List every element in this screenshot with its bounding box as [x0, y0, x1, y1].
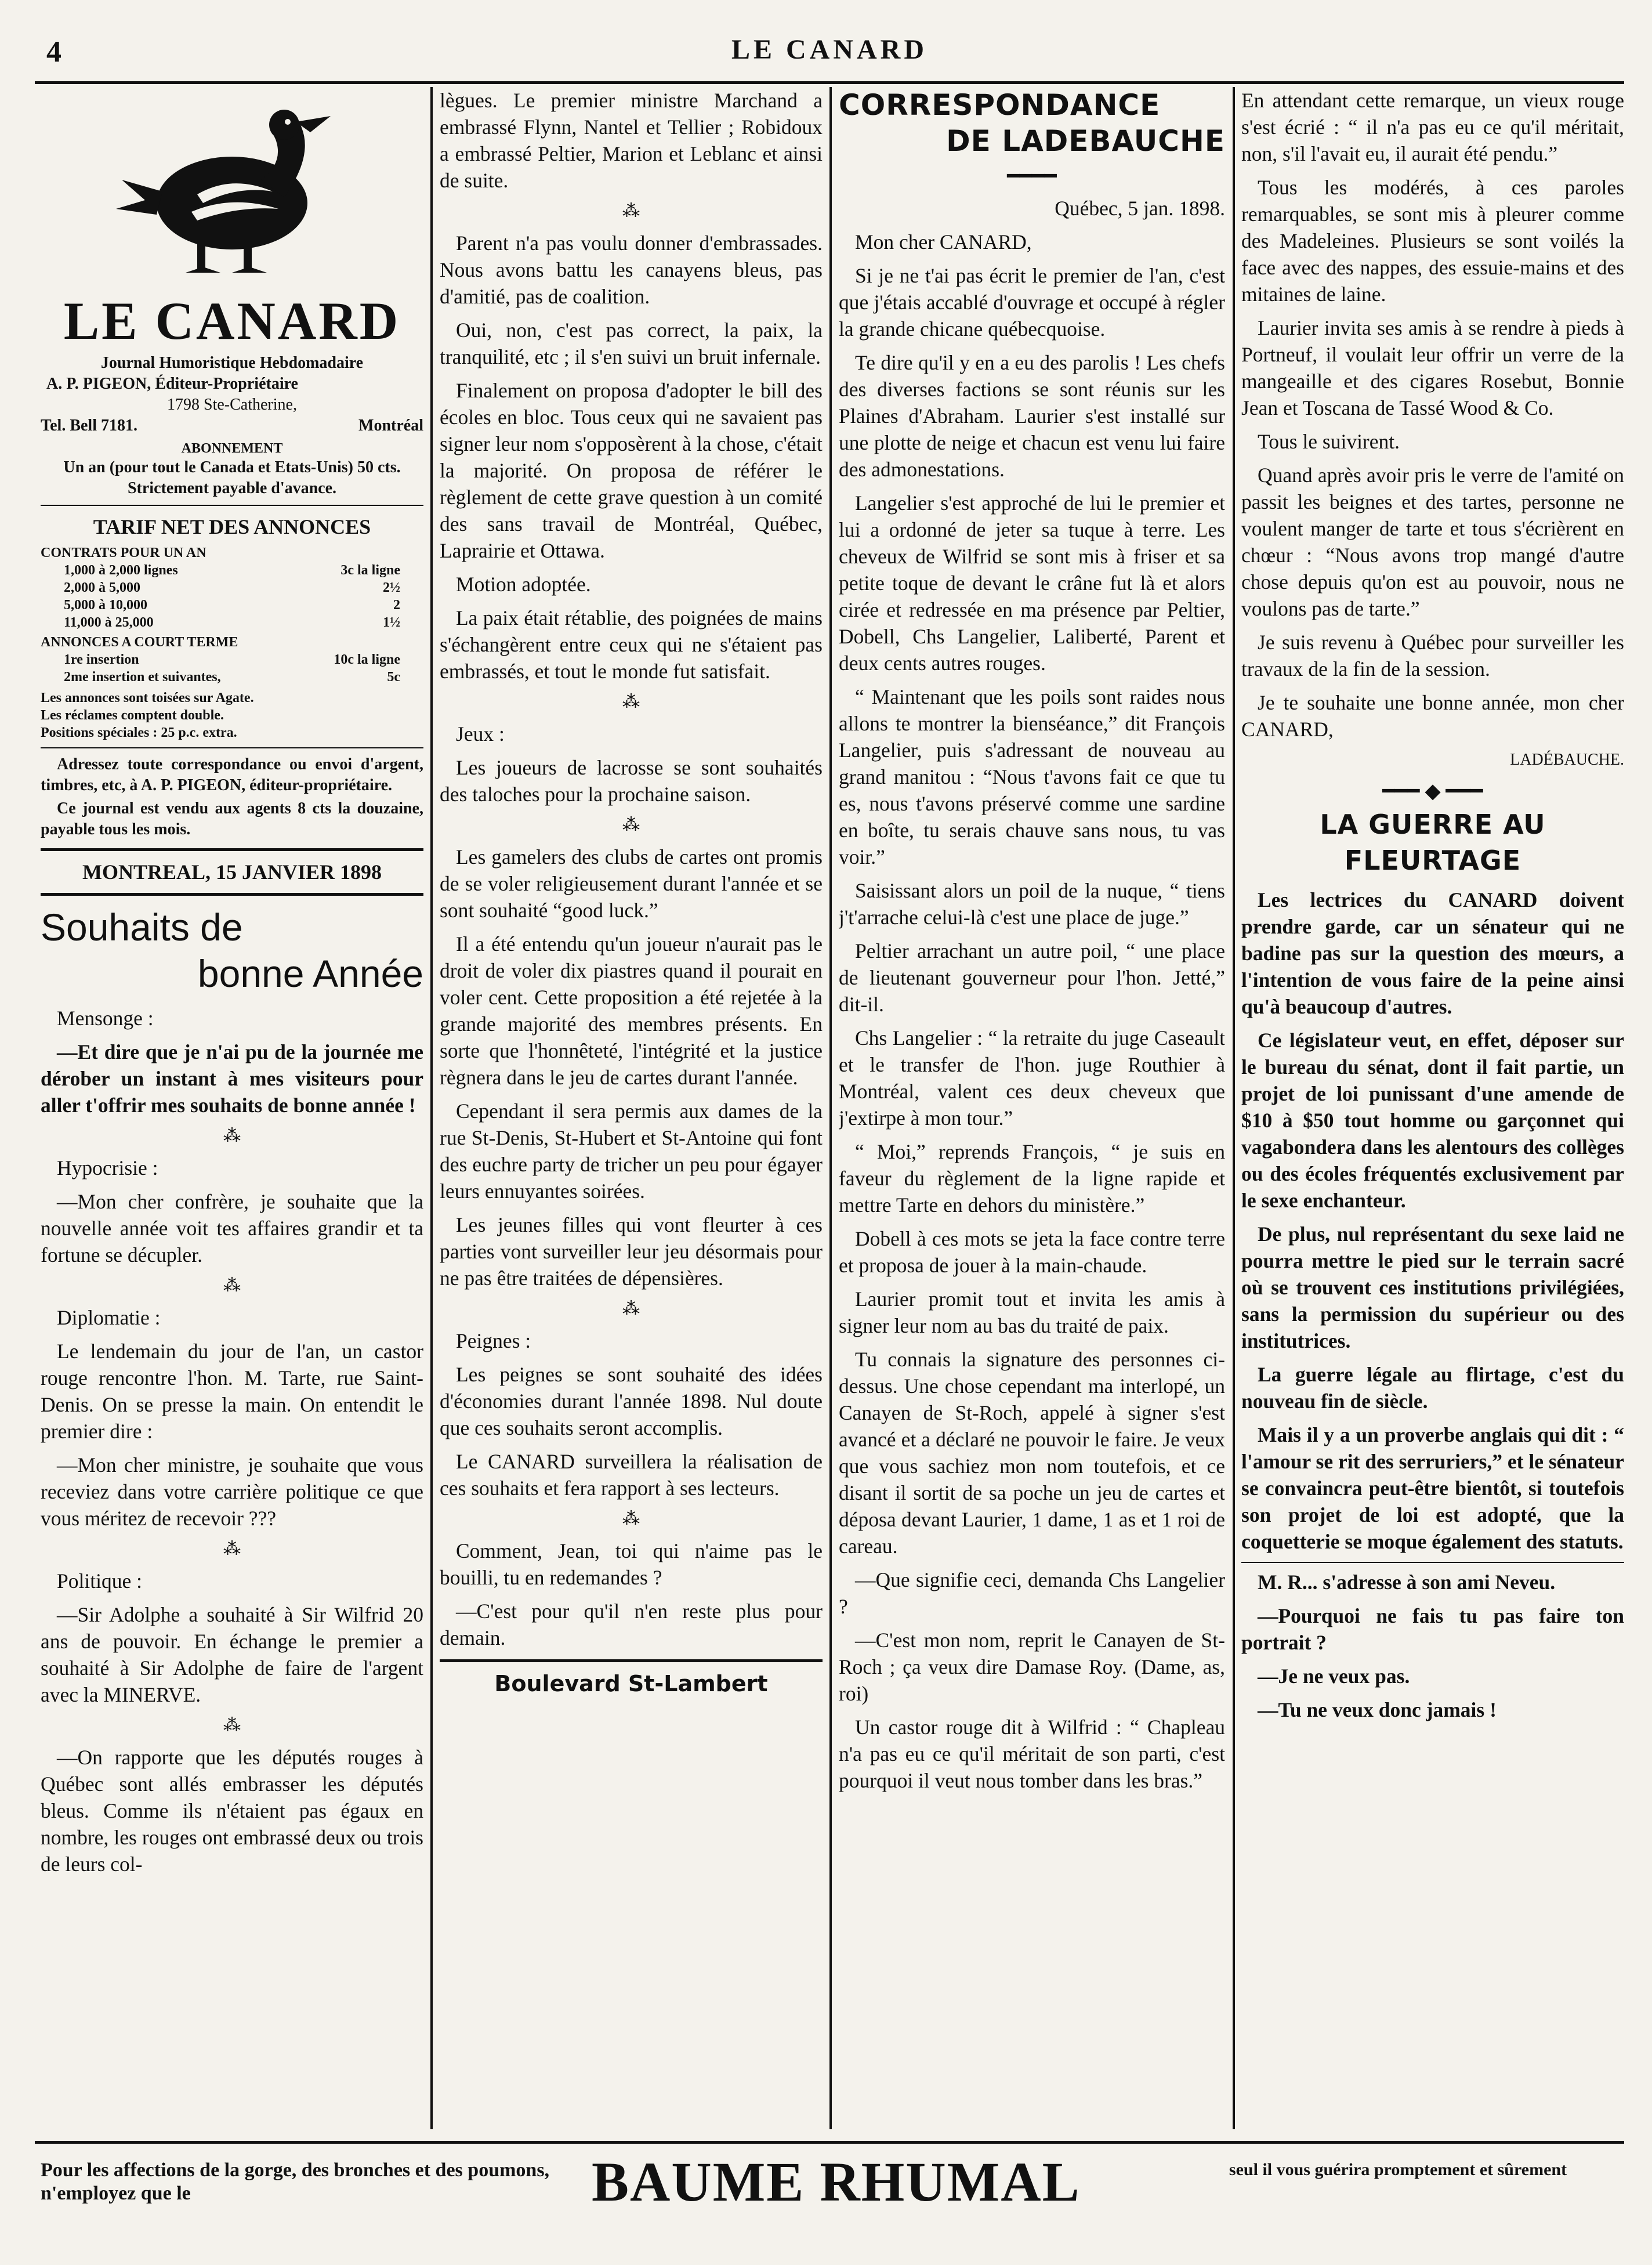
paragraph: Les gamelers des clubs de cartes ont promis de se voler religieusement durant l'année et se sont souhaité “good luck.”	[440, 845, 823, 922]
signature: LADÉBAUCHE.	[1510, 751, 1624, 769]
paragraph: Quand après avoir pris le verre de l'amité on passit les beignes et des tartes, personne ne voulent manger de tarte et tous s'écrièrent en chœur : “Nous avons trop mangé d'autre chose depuis qu'on est au pouvoir, nous ne voulons pas de tarte.”	[1241, 464, 1624, 620]
rate-price: 10c la ligne	[334, 652, 400, 667]
paragraph: La paix était rétablie, des poignées de mains s'échangèrent entre ceux qui ne s'étaient pas embrassés, et tout le monde fut satisfait.	[440, 606, 823, 683]
letter-greeting: Mon cher CANARD,	[855, 230, 1032, 254]
divider	[41, 893, 423, 896]
paragraph: Dobell à ces mots se jeta la face contre terre et proposa de jouer à la main-chaude.	[839, 1227, 1225, 1277]
rate-range: 1re insertion	[64, 652, 139, 667]
city: Montréal	[358, 417, 423, 435]
asterism: ⁂	[622, 1299, 640, 1318]
asterism: ⁂	[223, 1539, 241, 1558]
mensonge-text: —Et dire que je n'ai pu de la journée me dérober un instant à mes visiteurs pour aller t'offrir mes souhaits de bonne année !	[41, 1040, 423, 1117]
paragraph: Si je ne t'ai pas écrit le premier de l'an, c'est que j'étais accablé d'ouvrage et occupé à régler la grande chicane québecquoise.	[839, 264, 1225, 341]
column-rule	[430, 87, 433, 2129]
rate-range: 5,000 à 10,000	[64, 598, 147, 613]
paragraph: Laurier invita ses amis à se rendre à pieds à Portneuf, il voulait leur offrir un verre de la mangeaille et des cigares Rosebut, Bonnie Jean et Toscana de Tassé Wood & Co.	[1241, 316, 1624, 419]
abonnement-text: Un an (pour tout le Canada et Etats-Unis) 50 cts. Strictement payable d'avance.	[63, 458, 401, 497]
ad-note: Les annonces sont toisées sur Agate.	[41, 690, 254, 705]
paragraph: —Pourquoi ne fais tu pas faire ton portrait ?	[1241, 1604, 1624, 1654]
rate-price: 3c la ligne	[340, 563, 400, 578]
divider	[41, 505, 423, 506]
phone: Tel. Bell 7181.	[41, 417, 137, 435]
paragraph: Ce législateur veut, en effet, déposer sur le bureau du sénat, dont il fait partie, un projet de loi punissant d'une amende de $10 à $50 tout homme ou garçonnet qui vagabondera dans les alentours des collèges ou des écoles fréquentés exclusivement par le sexe enchanteur.	[1241, 1029, 1624, 1212]
asterism: ⁂	[622, 692, 640, 711]
paper-subtitle: Journal Humoristique Hebdomadaire	[100, 354, 364, 372]
paragraph: Laurier promit tout et invita les amis à signer leur nom au bas du traité de paix.	[839, 1287, 1225, 1337]
hypocrisie-label: Hypocrisie :	[57, 1156, 158, 1179]
hypocrisie-text: —Mon cher confrère, je souhaite que la nouvelle année voit tes affaires grandir et ta fortune se décupler.	[41, 1190, 423, 1267]
paragraph: “ Maintenant que les poils sont raides nous allons te montrer la bienséance,” dit François Langelier, puis s'adressant de nouveau au grand manitou : “Nous t'avons fait ce que tu es, nous t'avons préservé comme une sardine en boîte, tu serais chauve sans nous, tu vas voir.”	[839, 685, 1225, 869]
letter-date: Québec, 5 jan. 1898.	[1055, 197, 1225, 220]
rate-range: 2me insertion et suivantes,	[64, 670, 221, 685]
souhaits-title-2: bonne Année	[197, 952, 423, 995]
divider	[1241, 1562, 1624, 1563]
paragraph: Chs Langelier : “ la retraite du juge Caseault et le transfer de l'hon. juge Routhier à Montréal, valent ces deux cheveux que j'extirpe à mon tour.”	[839, 1026, 1225, 1130]
asterism: ⁂	[223, 1276, 241, 1295]
running-title: LE CANARD	[731, 34, 928, 65]
paragraph: Je suis revenu à Québec pour surveiller les travaux de la fin de la session.	[1241, 631, 1624, 681]
asterism: ⁂	[223, 1716, 241, 1735]
dateline: MONTREAL, 15 JANVIER 1898	[82, 860, 382, 884]
address: 1798 Ste-Catherine,	[167, 396, 297, 414]
paragraph: Tu connais la signature des personnes ci-dessus. Une chose cependant ma interlopé, un Canayen de St-Roch, appelé à signer s'est avancé et a déclaré ne pouvoir le faire. Je veux que vous sachiez mon nom toutefois, et ce disant il sortit de sa poche un jeu de cartes et déposa devant Laurier, 1 dame, 1 as et 1 roi de careau.	[839, 1348, 1225, 1558]
column-rule	[829, 87, 832, 2129]
paragraph: Tous les modérés, à ces paroles remarquables, se sont mis à pleurer comme des Madeleines. Plusieurs se sont voilés la face avec des nappes, des essuie-mains et des mitaines de laine.	[1241, 176, 1624, 306]
paragraph: Comment, Jean, toi qui n'aime pas le bouilli, tu en redemandes ?	[440, 1539, 823, 1589]
page-number: 4	[46, 35, 61, 68]
politique-text: —Sir Adolphe a souhaité à Sir Wilfrid 20 ans de pouvoir. En échange le premier a souhaité à Sir Adolphe de faire de l'argent avec la MINERVE.	[41, 1603, 423, 1706]
paragraph: Langelier s'est approché de lui le premier et lui a ordonné de jeter sa tuque à terre. Les cheveux de Wilfrid se sont mis à friser et sa petite toque de devant le crâne fut là et alors cirée et redressée en ma présence par Peltier, Dobell, Chs Langelier, Laliberté, Parent et deux cents autres rouges.	[839, 491, 1225, 675]
paragraph: —Que signifie ceci, demanda Chs Langelier ?	[839, 1568, 1225, 1618]
jeux-label: Jeux :	[456, 722, 505, 746]
publisher: A. P. PIGEON, Éditeur-Propriétaire	[46, 375, 298, 393]
rate-price: 2	[393, 598, 400, 613]
deputes-text: —On rapporte que les députés rouges à Québec sont allés embrasser les députés bleus. Comme ils n'étaient pas égaux en nombre, les rouges ont embrassé deux ou trois de leurs col-	[41, 1746, 423, 1876]
adresses-note: Adressez toute correspondance ou envoi d'argent, timbres, etc, à A. P. PIGEON, éditeur-propriétaire.	[41, 755, 423, 794]
column-2	[440, 87, 823, 2129]
paragraph: Un castor rouge dit à Wilfrid : “ Chapleau n'a pas eu ce qu'il méritait de son parti, c'est pourquoi il veut nous tomber dans les bras.”	[839, 1716, 1225, 1792]
divider	[41, 848, 423, 851]
divider-ornament: ━━━━	[1007, 164, 1057, 187]
paragraph: Le CANARD surveillera la réalisation de ces souhaits et fera rapport à ses lecteurs.	[440, 1450, 823, 1500]
politique-label: Politique :	[57, 1569, 142, 1593]
paragraph: Te dire qu'il y en a eu des parolis ! Les chefs des diverses factions se sont réunis sur les Plaines d'Abraham. Laurier s'est installé sur une plotte de neige et chacun est venu lui faire des admonestations.	[839, 351, 1225, 481]
asterism: ⁂	[223, 1126, 241, 1145]
paragraph: Motion adoptée.	[456, 573, 591, 596]
paragraph: Les joueurs de lacrosse se sont souhaités des taloches pour la prochaine saison.	[440, 756, 823, 806]
paragraph: Les lectrices du CANARD doivent prendre garde, car un sénateur qui ne badine pas sur la question des mœurs, a l'intention de vous faire de la peine ainsi qu'à beaucoup d'autres.	[1241, 888, 1624, 1018]
paragraph: lègues. Le premier ministre Marchand a embrassé Flynn, Nantel et Tellier ; Robidoux a embrassé Peltier, Marion et Leblanc et ainsi de suite.	[440, 89, 823, 192]
column-3	[839, 87, 1225, 2129]
ad-note: Positions spéciales : 25 p.c. extra.	[41, 725, 237, 740]
paragraph: Oui, non, c'est pas correct, la paix, la tranquilité, etc ; il s'en suivi un bruit infernale.	[440, 319, 823, 368]
paragraph: Tous le suivirent.	[1258, 430, 1400, 453]
diplomatie-text-1: Le lendemain du jour de l'an, un castor rouge rencontre l'hon. M. Tarte, rue Saint-Denis. On se presse la main. On entendit le premier dire :	[41, 1340, 423, 1443]
paragraph: Je te souhaite une bonne année, mon cher CANARD,	[1241, 691, 1624, 741]
paragraph: De plus, nul représentant du sexe laid ne pourra mettre le pied sur le terrain sacré où se trouvent ces institutions privilégiées, sans la permission du supérieur ou des institutrices.	[1241, 1222, 1624, 1352]
rate-price: 2½	[383, 580, 400, 595]
boulevard-heading: Boulevard St-Lambert	[494, 1671, 768, 1696]
vente-note: Ce journal est vendu aux agents 8 cts la douzaine, payable tous les mois.	[41, 799, 423, 838]
paragraph: Les jeunes filles qui vont fleurter à ces parties vont surveiller leur jeu désormais pour ne pas être traitées de dépensières.	[440, 1213, 823, 1290]
paragraph: —C'est pour qu'il n'en reste plus pour demain.	[440, 1600, 823, 1649]
paragraph: Cependant il sera permis aux dames de la rue St-Denis, St-Hubert et St-Antoine qui font des euchre party de tricher un peu pour égayer leurs ennuyantes soirées.	[440, 1099, 823, 1203]
rate-price: 5c	[387, 670, 400, 685]
paragraph: Les peignes se sont souhaité des idées d'économies durant l'année 1898. Nul doute que ces souhaits seront accomplis.	[440, 1363, 823, 1439]
rate-range: 11,000 à 25,000	[64, 615, 154, 630]
paragraph: Il a été entendu qu'un joueur n'aurait pas le droit de voler dix piastres quand il pourait en voler cent. Cette proposition a été rejetée à la grande majorité des membres présents. En sorte que l'honnêteté, l'intégrité et la justice règnera dans le jeu de cartes durant l'année.	[440, 932, 823, 1089]
divider-ornament: ━━━ ◆ ━━━	[1382, 779, 1483, 802]
mensonge-label: Mensonge :	[57, 1007, 154, 1030]
correspondance-title-2: DE LADEBAUCHE	[946, 124, 1225, 158]
abonnement-title: ABONNEMENT	[181, 441, 283, 456]
divider	[440, 1659, 823, 1662]
masthead	[35, 17, 1624, 84]
paragraph: Parent n'a pas voulu donner d'embrassades. Nous avons battu les canayens bleus, pas d'amitié, pas de coalition.	[440, 231, 823, 308]
guerre-title: LA GUERRE AU FLEURTAGE	[1320, 809, 1546, 876]
court-title: ANNONCES A COURT TERME	[41, 635, 238, 650]
paragraph: —C'est mon nom, reprit le Canayen de St-Roch ; ça veux dire Damase Roy. (Dame, as, roi)	[839, 1629, 1225, 1705]
tarif-title: TARIF NET DES ANNONCES	[93, 515, 371, 538]
diplomatie-label: Diplomatie :	[57, 1306, 161, 1329]
asterism: ⁂	[622, 815, 640, 834]
asterism: ⁂	[622, 1509, 640, 1528]
diplomatie-text-2: —Mon cher ministre, je souhaite que vous receviez dans votre carrière politique ce que vous méritez de recevoir ???	[41, 1453, 423, 1530]
paragraph: Peltier arrachant un autre poil, “ une place de lieutenant gouverneur pour l'hon. Jetté,” dit-il.	[839, 939, 1225, 1016]
ad-left-text: Pour les affections de la gorge, des bronches et des poumons, n'employez que le	[41, 2159, 550, 2204]
ad-right-text: seul il vous guérira promptement et sûrement	[1229, 2160, 1567, 2179]
paragraph: Finalement on proposa d'adopter le bill des écoles en bloc. Tous ceux qui ne savaient pas signer leur nom s'opposèrent à la chose, c'était la majorité. On proposa de référer le règlement de cette grave question à un comité des sans travail de Montréal, Québec, Laprairie et Ottawa.	[440, 379, 823, 562]
paragraph: “ Moi,” reprends François, “ je suis en faveur du règlement de la ligne rapide et mettre Tarte en dehors du ministère.”	[839, 1140, 1225, 1217]
correspondance-title-1: CORRESPONDANCE	[839, 88, 1161, 122]
canard-duck-logo-icon	[110, 93, 354, 284]
paragraph: La guerre légale au flirtage, c'est du nouveau fin de siècle.	[1241, 1363, 1624, 1413]
peignes-label: Peignes :	[456, 1329, 531, 1352]
divider	[41, 747, 423, 748]
column-4	[1241, 87, 1624, 2129]
souhaits-title-1: Souhaits de	[41, 906, 243, 949]
paragraph: Mais il y a un proverbe anglais qui dit : “ l'amour se rit des serruriers,” et le sénateur se convaincra peut-être bientôt, si toutefois son projet de loi est adopté, que la coquetterie se moque également des statuts.	[1241, 1423, 1624, 1553]
column-1	[41, 87, 423, 2129]
paragraph: —Tu ne veux donc jamais !	[1258, 1698, 1497, 1721]
ad-note: Les réclames comptent double.	[41, 708, 224, 723]
ad-product-name: BAUME RHUMAL	[592, 2151, 1081, 2213]
paper-name: LE CANARD	[63, 291, 401, 350]
asterism: ⁂	[622, 201, 640, 220]
column-rule	[1233, 87, 1235, 2129]
paragraph: —Je ne veux pas.	[1258, 1665, 1410, 1688]
paragraph: En attendant cette remarque, un vieux rouge s'est écrié : “ il n'a pas eu ce qu'il méritait, non, s'il l'avait eu, il aurait été pendu.”	[1241, 89, 1624, 165]
paragraph: M. R... s'adresse à son ami Neveu.	[1258, 1571, 1556, 1594]
rate-range: 2,000 à 5,000	[64, 580, 140, 595]
footer-advertisement	[35, 2141, 1624, 2248]
rate-range: 1,000 à 2,000 lignes	[64, 563, 178, 578]
contrats-title: CONTRATS POUR UN AN	[41, 545, 206, 560]
rate-price: 1½	[383, 615, 400, 630]
paragraph: Saisissant alors un poil de la nuque, “ tiens j't'arrache celui-là c'est une place de juge.”	[839, 879, 1225, 929]
